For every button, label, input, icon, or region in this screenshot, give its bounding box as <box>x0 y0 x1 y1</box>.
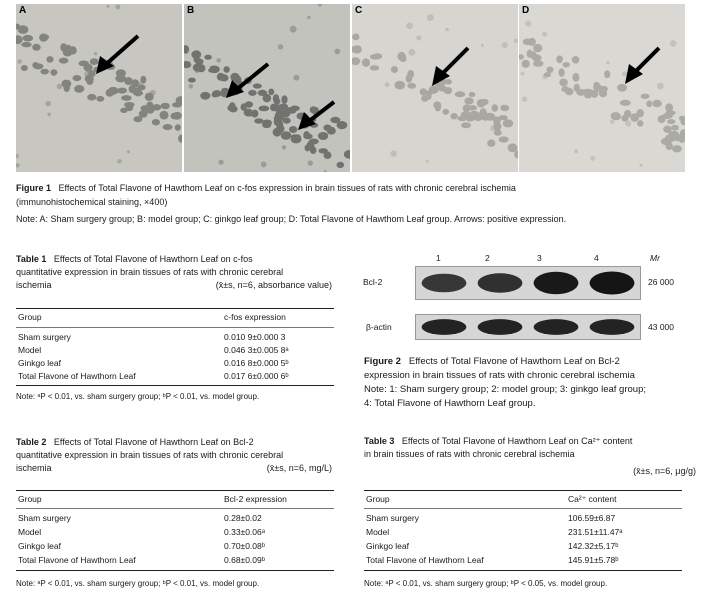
table-row: Model <box>366 527 390 537</box>
table1-header-value: c-fos expression <box>224 312 286 322</box>
lane-number: 2 <box>485 253 490 263</box>
table2-header-value: Bcl-2 expression <box>224 494 287 504</box>
micrograph-panel-b <box>184 4 350 172</box>
figure1-subtitle: (immunohistochemical staining, ×400) <box>16 197 168 207</box>
blot-band <box>534 319 579 335</box>
table-row: Sham surgery <box>18 332 71 342</box>
table1-number: Table 1 <box>16 254 47 264</box>
table2-note: Note: ᵃP < 0.01, vs. sham surgery group; ᵇP < 0.01, vs. model group. <box>16 579 260 588</box>
lane-number: 1 <box>436 253 441 263</box>
table1-header-group: Group <box>18 312 42 322</box>
table-row: Model <box>18 527 42 537</box>
table-row: Total Flavone of Hawthorn Leaf <box>18 371 136 381</box>
figure2-caption: Figure 2 Effects of Total Flavone of Hawthorn Leaf on Bcl-2 expression in brain tissues of rats with chronic cerebral ischemia Note: 1: Sham surgery group; 2: model group; 3: ginkgo leaf group; 4: Total Flavone of Hawthorn Leaf group. <box>364 356 646 409</box>
blot-band <box>422 274 467 293</box>
blot-mw-label: 43 000 <box>648 322 674 332</box>
figure1-number: Figure 1 <box>16 183 52 193</box>
table3-number: Table 3 <box>364 436 395 446</box>
bcl2-blot-strip <box>415 266 641 300</box>
actin-blot-strip <box>415 314 641 340</box>
figure1-title: Effects of Total Flavone of Hawthom Leaf on c-fos expression in brain tissues of rats with chronic cerebral ischemia <box>58 183 516 193</box>
table-row: Total Flavone of Hawthorn Leaf <box>18 555 136 565</box>
micrograph-d-image <box>519 4 685 172</box>
lane-number: 4 <box>594 253 599 263</box>
table-row: Ginkgo leaf <box>18 541 61 551</box>
lane-number: 3 <box>537 253 542 263</box>
panel-label: C <box>355 5 363 16</box>
figure1-caption <box>16 182 696 194</box>
table1-title: Table 1 Effects of Total Flavone of Hawthorn Leaf on c-fos quantitative expression in brain tissues of rats with chronic cerebral ischemia <box>16 254 284 290</box>
panel-label: A <box>19 5 27 16</box>
blot-band <box>422 319 467 335</box>
blot-row-label: Bcl-2 <box>363 277 383 287</box>
figure2-number: Figure 2 <box>364 356 401 367</box>
bcl2-bands <box>416 267 640 299</box>
table1-note: Note: ᵃP < 0.01, vs. sham surgery group; ᵇP < 0.01, vs. model group. <box>16 392 260 401</box>
figure1-note: Note: A: Sham surgery group; B: model group; C: ginkgo leaf group; D: Total Flavone of Hawthom Leaf group. Arrows: positive expression. <box>16 214 567 224</box>
table2-stat: (x̄±s, n=6, mg/L) <box>266 463 332 473</box>
table-row: Model <box>18 345 42 355</box>
blot-row-label: β-actin <box>366 322 392 332</box>
table3-stat: (x̄±s, n=6, μg/g) <box>633 466 696 476</box>
micrograph-panel-a <box>16 4 182 172</box>
micrograph-panel-c <box>352 4 518 172</box>
panel-label: D <box>522 5 530 16</box>
micrograph-c-image <box>352 4 518 172</box>
table2-number: Table 2 <box>16 437 47 447</box>
blot-band <box>478 273 523 292</box>
panel-label: B <box>187 5 195 16</box>
table3-title: Table 3 Effects of Total Flavone of Hawthorn Leaf on Ca²⁺ content in brain tissues of rats with chronic cerebral ischemia <box>364 436 633 459</box>
table-row: Ginkgo leaf <box>18 358 61 368</box>
table3-header-value: Ca²⁺ content <box>568 494 617 504</box>
table2-title: Table 2 Effects of Total Flavone of Hawthorn Leaf on Bcl-2 quantitative expression in brain tissues of rats with chronic cerebral ischemia <box>16 437 284 473</box>
table-row: Sham surgery <box>366 513 419 523</box>
micrograph-b-image <box>184 4 350 172</box>
table-row: Total Flavone of Hawthorn Leaf <box>366 555 484 565</box>
blot-band <box>478 319 523 335</box>
blot-band <box>534 272 579 294</box>
blot-band <box>590 319 635 335</box>
mr-label: Mr <box>650 253 660 263</box>
micrograph-a-image <box>16 4 182 172</box>
table-row: Sham surgery <box>18 513 71 523</box>
actin-bands <box>416 315 640 339</box>
table3-header-group: Group <box>366 494 390 504</box>
blot-mw-label: 26 000 <box>648 277 674 287</box>
micrograph-panel-d <box>519 4 685 172</box>
table2-header-group: Group <box>18 494 42 504</box>
blot-band <box>590 272 635 295</box>
table3-note: Note: ᵃP < 0.01, vs. sham surgery group; ᵇP < 0.05, vs. model group. <box>364 579 608 588</box>
table-row: Ginkgo leaf <box>366 541 409 551</box>
table1-stat: (x̄±s, n=6, absorbance value) <box>215 280 332 290</box>
